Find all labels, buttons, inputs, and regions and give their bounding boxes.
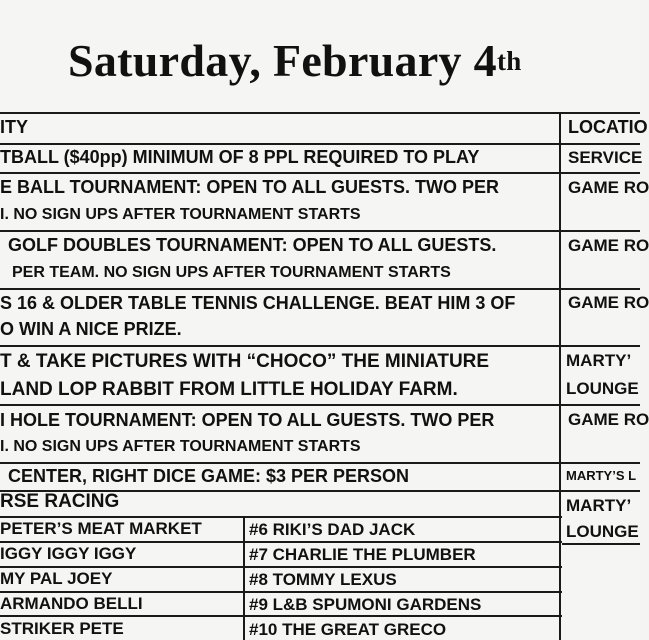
horse-row-divider	[0, 615, 562, 617]
location-column-divider	[559, 112, 561, 640]
row-divider	[0, 288, 640, 290]
activity-text: I HOLE TOURNAMENT: OPEN TO ALL GUESTS. TWO PER	[0, 410, 495, 430]
horse-name: #6 RIKI’S DAD JACK	[249, 520, 416, 539]
horse-name: ARMANDO BELLI	[0, 594, 143, 613]
title-text: Saturday, February 4	[68, 35, 497, 86]
horse-name: PETER’S MEAT MARKET	[0, 519, 202, 538]
location-text: GAME RO	[568, 293, 649, 312]
table-top-border	[0, 112, 640, 114]
activity-text-continued: I. NO SIGN UPS AFTER TOURNAMENT STARTS	[0, 438, 361, 455]
row-divider	[0, 143, 640, 145]
location-bottom-border	[562, 543, 640, 545]
horse-table-top	[0, 516, 562, 518]
activity-text: S 16 & OLDER TABLE TENNIS CHALLENGE. BEAT HIM 3 OF	[0, 293, 516, 313]
title-ordinal-suffix: th	[496, 46, 522, 76]
activity-text-continued: I. NO SIGN UPS AFTER TOURNAMENT STARTS	[0, 206, 361, 223]
location-text: MARTY’	[566, 496, 632, 515]
activity-text: CENTER, RIGHT DICE GAME: $3 PER PERSON	[8, 466, 410, 486]
location-column-header: LOCATIO	[568, 117, 648, 137]
location-text-continued: LOUNGE	[566, 522, 639, 541]
activity-column-header: ITY	[0, 117, 29, 137]
horse-name: #8 TOMMY LEXUS	[249, 570, 397, 589]
location-text: SERVICE	[568, 148, 643, 167]
horse-name: IGGY IGGY IGGY	[0, 544, 137, 563]
horse-name: #7 CHARLIE THE PLUMBER	[249, 545, 476, 564]
location-text: GAME RO	[568, 410, 649, 429]
horse-row-divider	[0, 541, 562, 543]
activity-text-continued: O WIN A NICE PRIZE.	[0, 319, 182, 339]
row-divider	[0, 230, 640, 232]
location-text: MARTY’	[566, 351, 632, 370]
row-divider	[0, 172, 640, 174]
location-text: MARTY’S L	[566, 468, 637, 483]
horse-row-divider	[0, 566, 562, 568]
activity-text-continued: LAND LOP RABBIT FROM LITTLE HOLIDAY FARM.	[0, 379, 458, 400]
horse-name: MY PAL JOEY	[0, 569, 113, 588]
row-divider	[0, 404, 640, 406]
location-text: GAME RO	[568, 236, 649, 255]
activity-text: E BALL TOURNAMENT: OPEN TO ALL GUESTS. TWO PER	[0, 177, 500, 197]
page-title	[68, 34, 522, 87]
row-divider	[0, 345, 640, 347]
horse-name: #10 THE GREAT GRECO	[249, 620, 447, 639]
row-divider	[0, 462, 640, 464]
activity-text: TBALL ($40pp) MINIMUM OF 8 PPL REQUIRED TO PLAY	[0, 147, 480, 167]
location-text: GAME RO	[568, 178, 649, 197]
activity-text: RSE RACING	[0, 491, 120, 512]
activity-text-continued: PER TEAM. NO SIGN UPS AFTER TOURNAMENT STARTS	[12, 264, 451, 281]
activity-text: T & TAKE PICTURES WITH “CHOCO” THE MINIATURE	[0, 351, 490, 372]
location-text-continued: LOUNGE	[566, 379, 639, 398]
horse-name: #9 L&B SPUMONI GARDENS	[249, 595, 482, 614]
activity-text: GOLF DOUBLES TOURNAMENT: OPEN TO ALL GUESTS.	[8, 235, 497, 255]
horse-name: STRIKER PETE	[0, 619, 124, 638]
horse-row-divider	[0, 591, 562, 593]
horse-column-divider	[243, 516, 245, 640]
